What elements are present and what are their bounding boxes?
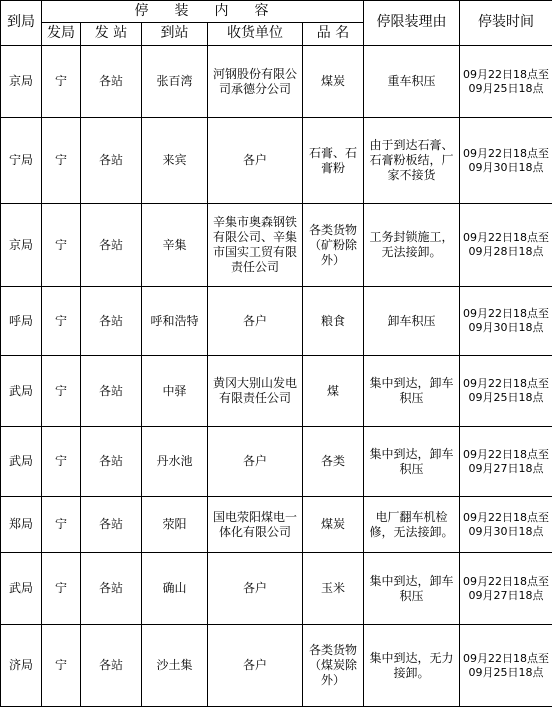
cell-origin-bureau: 宁 — [42, 118, 81, 204]
cell-consignee: 黄冈大别山发电有限责任公司 — [208, 356, 303, 427]
cell-consignee: 各户 — [208, 553, 303, 625]
cell-dest-bureau: 呼局 — [1, 287, 42, 356]
cell-commodity: 各类 — [303, 427, 364, 497]
cell-origin-station: 各站 — [81, 46, 142, 118]
cell-time: 09月22日18点至09月30日18点 — [460, 287, 552, 356]
cell-consignee: 河钢股份有限公司承德分公司 — [208, 46, 303, 118]
cell-reason: 集中到达，卸车积压 — [364, 427, 460, 497]
cell-dest-bureau: 京局 — [1, 204, 42, 287]
cell-consignee: 国电荥阳煤电一体化有限公司 — [208, 497, 303, 553]
table-row — [1, 553, 552, 625]
cell-consignee: 各户 — [208, 118, 303, 204]
cell-time: 09月22日18点至09月27日18点 — [460, 553, 552, 625]
cell-dest-station: 呼和浩特 — [142, 287, 208, 356]
cell-reason: 工务封锁施工，无法接卸。 — [364, 204, 460, 287]
header-origin-bureau: 发局 — [42, 23, 81, 46]
header-origin-station: 发 站 — [81, 23, 142, 46]
cell-origin-bureau: 宁 — [42, 497, 81, 553]
cell-origin-bureau: 宁 — [42, 427, 81, 497]
header-dest-station: 到站 — [142, 23, 208, 46]
header-dest-bureau: 到局 — [1, 1, 42, 46]
cell-reason: 集中到达，卸车积压 — [364, 553, 460, 625]
cell-dest-bureau: 京局 — [1, 46, 42, 118]
cell-origin-station: 各站 — [81, 625, 142, 707]
cell-commodity: 煤炭 — [303, 46, 364, 118]
table-row — [1, 497, 552, 553]
cell-dest-station: 丹水池 — [142, 427, 208, 497]
cell-origin-station: 各站 — [81, 497, 142, 553]
table-row — [1, 625, 552, 707]
cell-reason: 电厂翻车机检修，无法接卸。 — [364, 497, 460, 553]
cell-origin-bureau: 宁 — [42, 287, 81, 356]
cell-reason: 卸车积压 — [364, 287, 460, 356]
cell-dest-bureau: 济局 — [1, 625, 42, 707]
cell-origin-station: 各站 — [81, 427, 142, 497]
table-row — [1, 427, 552, 497]
cell-consignee: 各户 — [208, 287, 303, 356]
cell-dest-station: 荥阳 — [142, 497, 208, 553]
cell-commodity: 玉米 — [303, 553, 364, 625]
cell-time: 09月22日18点至09月25日18点 — [460, 625, 552, 707]
cell-dest-station: 来宾 — [142, 118, 208, 204]
cell-origin-bureau: 宁 — [42, 356, 81, 427]
cell-origin-station: 各站 — [81, 118, 142, 204]
cell-dest-bureau: 武局 — [1, 427, 42, 497]
table-row — [1, 204, 552, 287]
cell-consignee: 各户 — [208, 427, 303, 497]
cell-origin-bureau: 宁 — [42, 46, 81, 118]
cell-dest-station: 辛集 — [142, 204, 208, 287]
header-consignee: 收货单位 — [208, 23, 303, 46]
cell-time: 09月22日18点至09月25日18点 — [460, 46, 552, 118]
cell-time: 09月22日18点至09月28日18点 — [460, 204, 552, 287]
header-time: 停装时间 — [460, 1, 552, 46]
cell-origin-bureau: 宁 — [42, 625, 81, 707]
header-commodity: 品 名 — [303, 23, 364, 46]
cell-dest-station: 张百湾 — [142, 46, 208, 118]
table-row — [1, 287, 552, 356]
cell-time: 09月22日18点至09月30日18点 — [460, 118, 552, 204]
cell-time: 09月22日18点至09月25日18点 — [460, 356, 552, 427]
cell-time: 09月22日18点至09月27日18点 — [460, 427, 552, 497]
cell-commodity: 各类货物（煤炭除外） — [303, 625, 364, 707]
cell-dest-bureau: 郑局 — [1, 497, 42, 553]
header-reason: 停限装理由 — [364, 1, 460, 46]
cell-reason: 集中到达，卸车积压 — [364, 356, 460, 427]
cell-commodity: 各类货物（矿粉除外） — [303, 204, 364, 287]
cell-dest-bureau: 宁局 — [1, 118, 42, 204]
cell-dest-bureau: 武局 — [1, 356, 42, 427]
cell-commodity: 石膏、石膏粉 — [303, 118, 364, 204]
cell-commodity: 粮食 — [303, 287, 364, 356]
cell-dest-station: 确山 — [142, 553, 208, 625]
cell-origin-station: 各站 — [81, 287, 142, 356]
header-content-group: 停装内容 — [42, 1, 364, 23]
cell-commodity: 煤 — [303, 356, 364, 427]
cell-commodity: 煤炭 — [303, 497, 364, 553]
cell-dest-bureau: 武局 — [1, 553, 42, 625]
cell-consignee: 各户 — [208, 625, 303, 707]
cell-origin-station: 各站 — [81, 553, 142, 625]
cell-reason: 由于到达石膏、石膏粉板结，厂家不接货 — [364, 118, 460, 204]
cell-time: 09月22日18点至09月30日18点 — [460, 497, 552, 553]
cell-reason: 重车积压 — [364, 46, 460, 118]
table-row — [1, 46, 552, 118]
cell-reason: 集中到达，无力接卸。 — [364, 625, 460, 707]
cell-consignee: 辛集市奥森钢铁有限公司、辛集市国实工贸有限责任公司 — [208, 204, 303, 287]
cell-dest-station: 中驿 — [142, 356, 208, 427]
cell-origin-station: 各站 — [81, 356, 142, 427]
cell-origin-station: 各站 — [81, 204, 142, 287]
table-row — [1, 118, 552, 204]
cell-origin-bureau: 宁 — [42, 204, 81, 287]
cell-dest-station: 沙土集 — [142, 625, 208, 707]
table-row — [1, 356, 552, 427]
cell-origin-bureau: 宁 — [42, 553, 81, 625]
